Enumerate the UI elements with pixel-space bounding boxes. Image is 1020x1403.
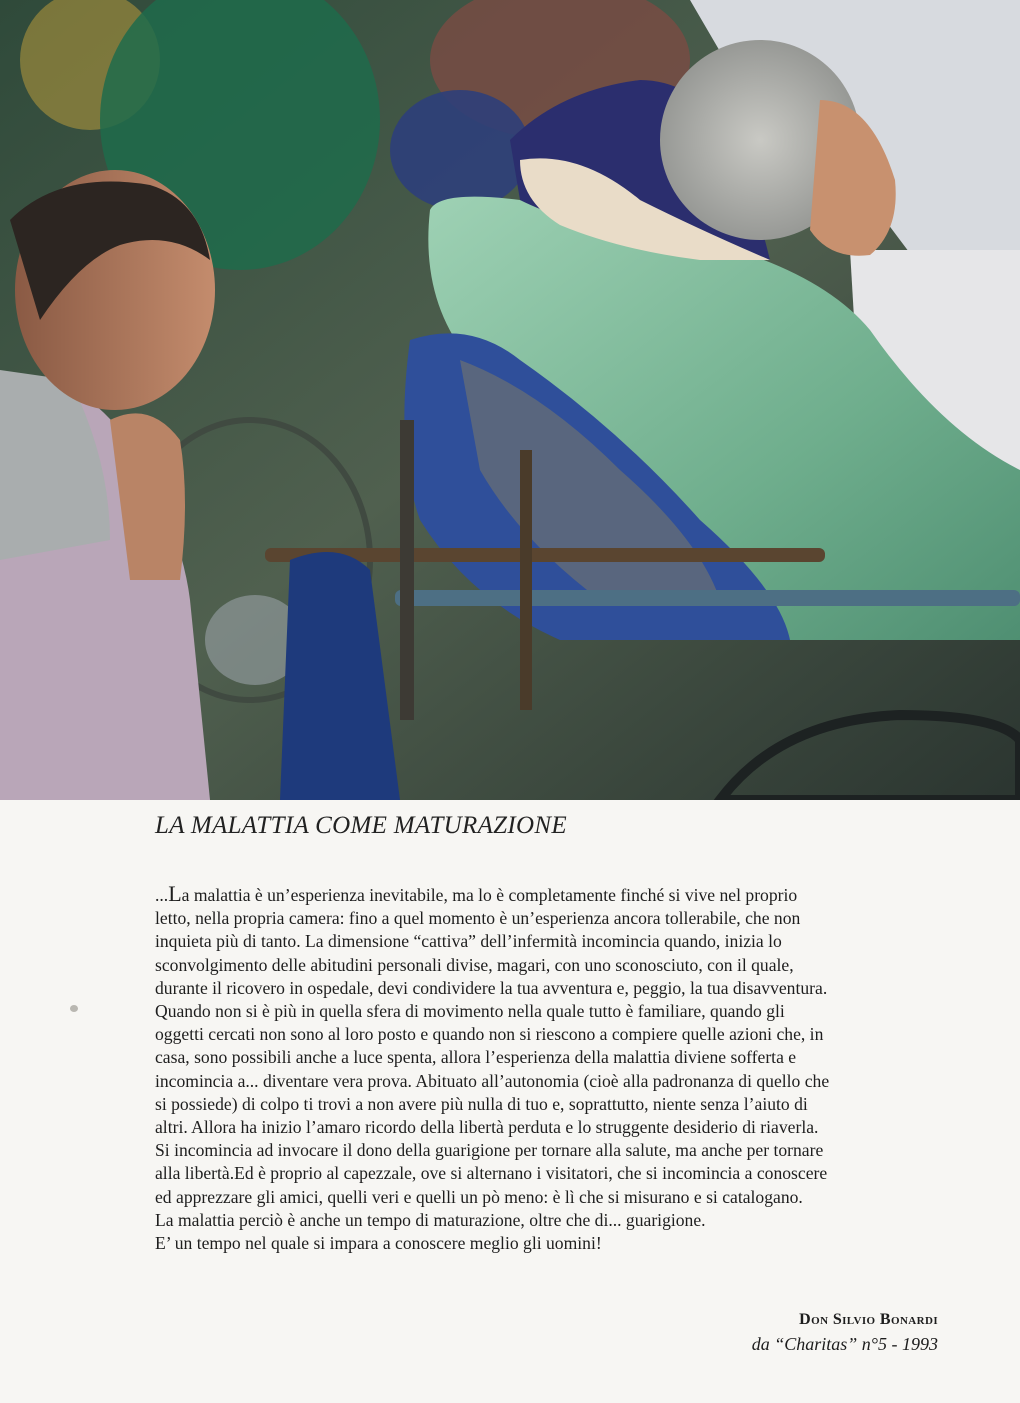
body-line: durante il ricovero in ospedale, devi condividere la tua avventura e, peggio, la tua disavventura. — [155, 977, 828, 998]
body-line: si possiede) di colpo ti trovi a non avere più nulla di tuo e, soprattutto, niente senza l’aiuto di — [155, 1093, 808, 1114]
body-line: Si incomincia ad invocare il dono della guarigione per tornare alla salute, ma anche per tornare — [155, 1140, 824, 1161]
lead-letter: L — [168, 881, 182, 906]
source-citation: da “Charitas” n°5 - 1993 — [751, 1334, 938, 1354]
body-line: altri. Allora ha inizio l’amaro ricordo della libertà perduta e lo struggente desiderio di riaverla. — [155, 1117, 819, 1138]
author-name: Don Silvio Bonardi — [799, 1311, 938, 1328]
body-line: casa, sono possibili anche a luce spenta, allora l’esperienza della malattia diviene sofferta e — [155, 1047, 797, 1068]
body-line — [155, 882, 945, 907]
lead-ellipsis: ... — [155, 885, 169, 905]
body-line: letto, nella propria camera: fino a quel momento è un’esperienza ancora tollerabile, che non — [155, 908, 801, 929]
body-line: sconvolgimento delle abitudini personali divise, magari, con uno sconosciuto, con il quale, — [155, 954, 794, 975]
body-line: E’ un tempo nel quale si impara a conoscere meglio gli uomini! — [155, 1233, 602, 1254]
body-line-text: a malattia è un’esperienza inevitabile, ma lo è completamente finché si vive nel proprio — [181, 885, 798, 905]
body-line: alla libertà.Ed è proprio al capezzale, ove si alternano i visitatori, che si incomincia a conoscere — [155, 1163, 828, 1184]
paper-speck — [70, 1005, 78, 1012]
article-title: LA MALATTIA COME MATURAZIONE — [155, 812, 567, 839]
body-line: ed apprezzare gli amici, quelli veri e quelli un pò meno: è lì che si misurano e si catalogano. — [155, 1186, 803, 1207]
body-line: oggetti cercati non sono al loro posto e quando non si riescono a compiere quelle azioni che, in — [155, 1024, 824, 1045]
body-line: inquieta più di tanto. La dimensione “cattiva” dell’infermità incomincia quando, inizia lo — [155, 931, 782, 952]
article-body — [155, 882, 945, 1255]
body-line: La malattia perciò è anche un tempo di maturazione, oltre che di... guarigione. — [155, 1209, 706, 1230]
body-line: Quando non si è più in quella sfera di movimento nella quale tutto è familiare, quando gli — [155, 1001, 785, 1022]
body-line: incomincia a... diventare vera prova. Abituato all’autonomia (cioè alla padronanza di quello che — [155, 1070, 830, 1091]
